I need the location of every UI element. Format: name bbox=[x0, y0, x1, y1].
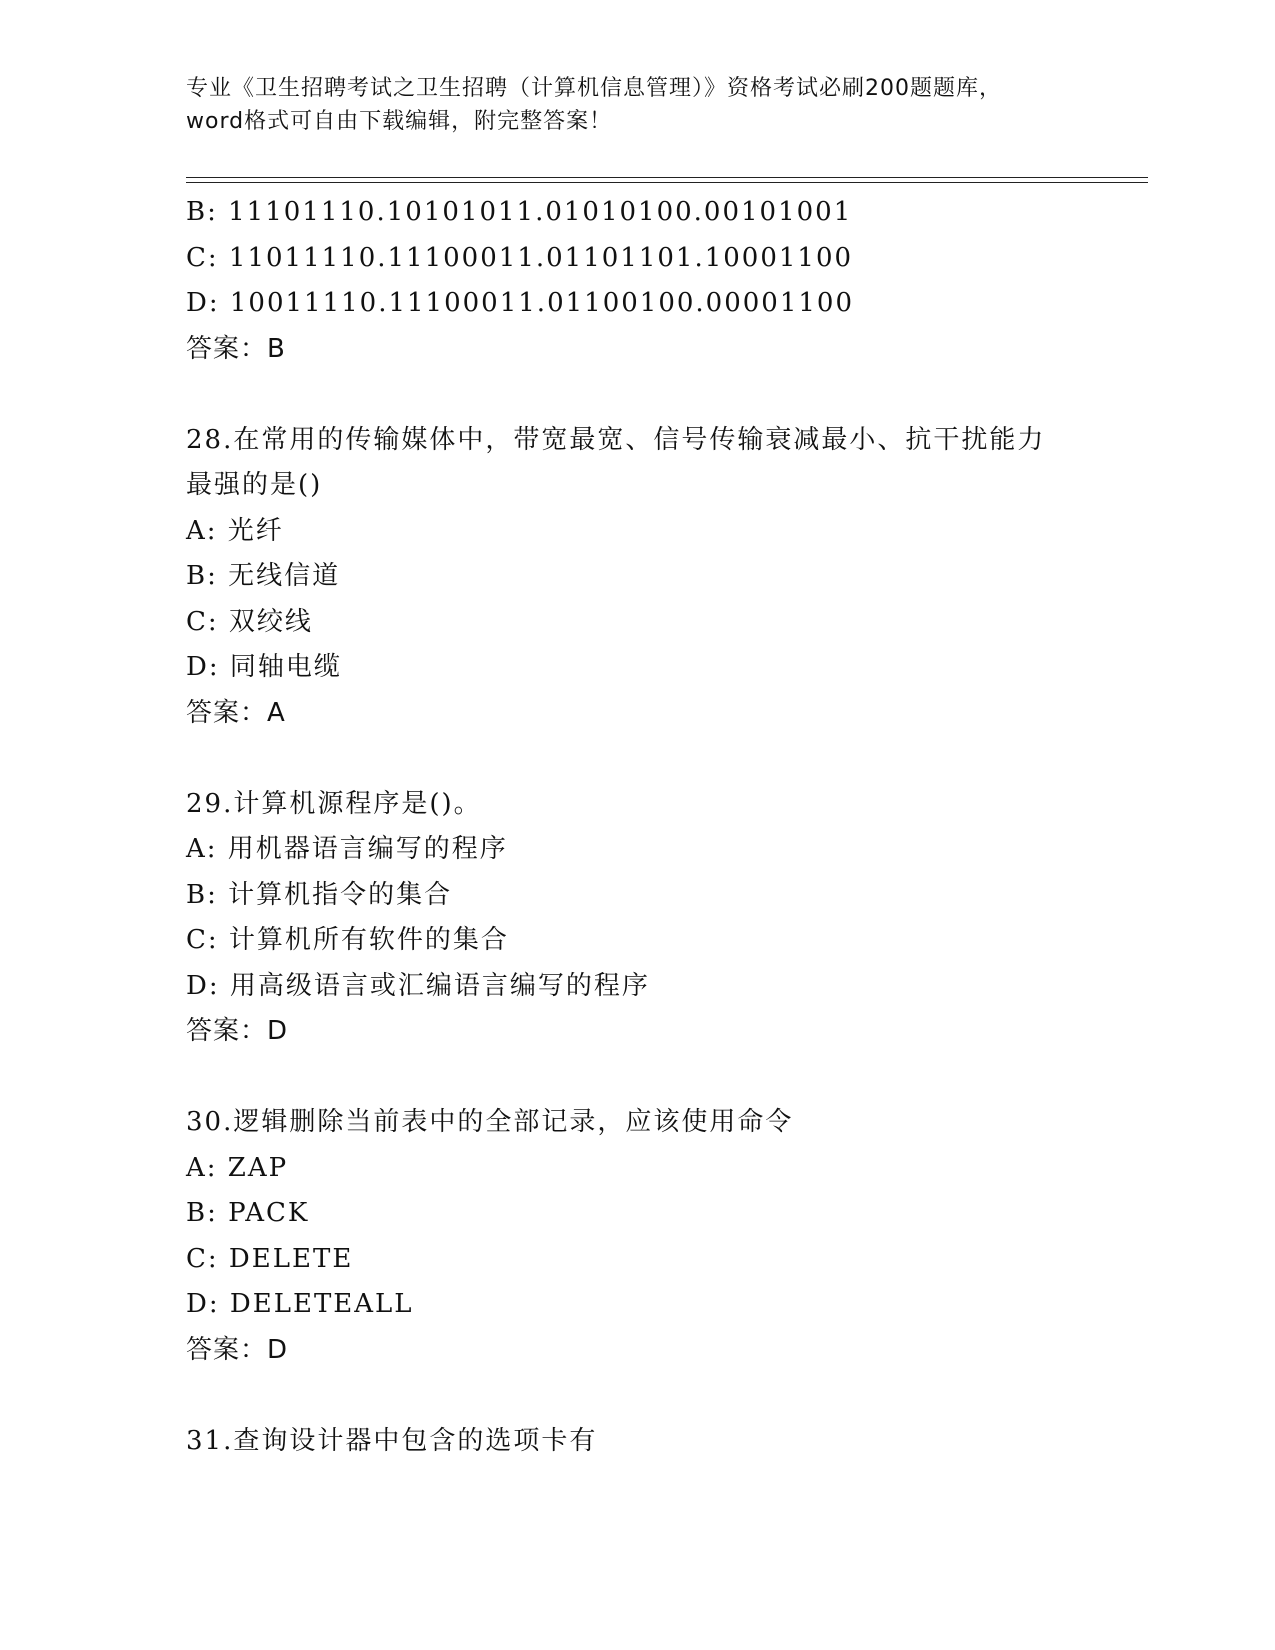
document-body bbox=[186, 190, 1146, 1464]
question-stem: 28.在常用的传输媒体中，带宽最宽、信号传输衰减最小、抗干扰能力 bbox=[186, 424, 1046, 455]
answer: 答案：B bbox=[186, 333, 286, 364]
question-30 bbox=[186, 1100, 1146, 1373]
option-c: C: DELETE bbox=[186, 1243, 354, 1274]
header-line-1: 专业《卫生招聘考试之卫生招聘（计算机信息管理）》资格考试必刷200题题库， bbox=[186, 76, 1002, 101]
option-d: D: 10011110.11100011.01100100.00001100 bbox=[186, 288, 855, 318]
header-divider-bottom bbox=[186, 182, 1148, 183]
option-b: B: 无线信道 bbox=[186, 561, 341, 591]
spacer bbox=[186, 372, 1146, 418]
question-stem: 31.查询设计器中包含的选项卡有 bbox=[186, 1425, 598, 1456]
option-b: B: 计算机指令的集合 bbox=[186, 879, 453, 910]
answer: 答案：D bbox=[186, 1334, 289, 1365]
answer: 答案：D bbox=[186, 1016, 289, 1046]
question-stem: 最强的是() bbox=[186, 470, 323, 500]
option-b: B: PACK bbox=[186, 1198, 310, 1228]
option-d: D: DELETEALL bbox=[186, 1289, 414, 1319]
question-27-tail bbox=[186, 190, 1146, 372]
question-stem: 30.逻辑删除当前表中的全部记录，应该使用命令 bbox=[186, 1107, 794, 1137]
option-c: C: 计算机所有软件的集合 bbox=[186, 925, 509, 955]
option-d: D: 同轴电缆 bbox=[186, 652, 342, 682]
option-a: A: 用机器语言编写的程序 bbox=[186, 834, 508, 864]
question-31 bbox=[186, 1419, 1146, 1465]
spacer bbox=[186, 1373, 1146, 1419]
option-a: A: ZAP bbox=[186, 1152, 289, 1183]
option-b: B: 11101110.10101011.01010100.00101001 bbox=[186, 197, 853, 227]
document-header bbox=[186, 72, 1086, 138]
option-d: D: 用高级语言或汇编语言编写的程序 bbox=[186, 970, 650, 1001]
header-line-2: word格式可自由下载编辑，附完整答案！ bbox=[186, 109, 613, 134]
option-c: C: 11011110.11100011.01101101.10001100 bbox=[186, 242, 854, 273]
spacer bbox=[186, 1055, 1146, 1101]
answer: 答案：A bbox=[186, 697, 286, 728]
question-28 bbox=[186, 418, 1146, 737]
question-stem: 29.计算机源程序是()。 bbox=[186, 788, 482, 819]
option-c: C: 双绞线 bbox=[186, 606, 313, 637]
question-29 bbox=[186, 782, 1146, 1055]
header-divider-top bbox=[186, 177, 1148, 178]
option-a: A: 光纤 bbox=[186, 515, 284, 546]
spacer bbox=[186, 736, 1146, 782]
